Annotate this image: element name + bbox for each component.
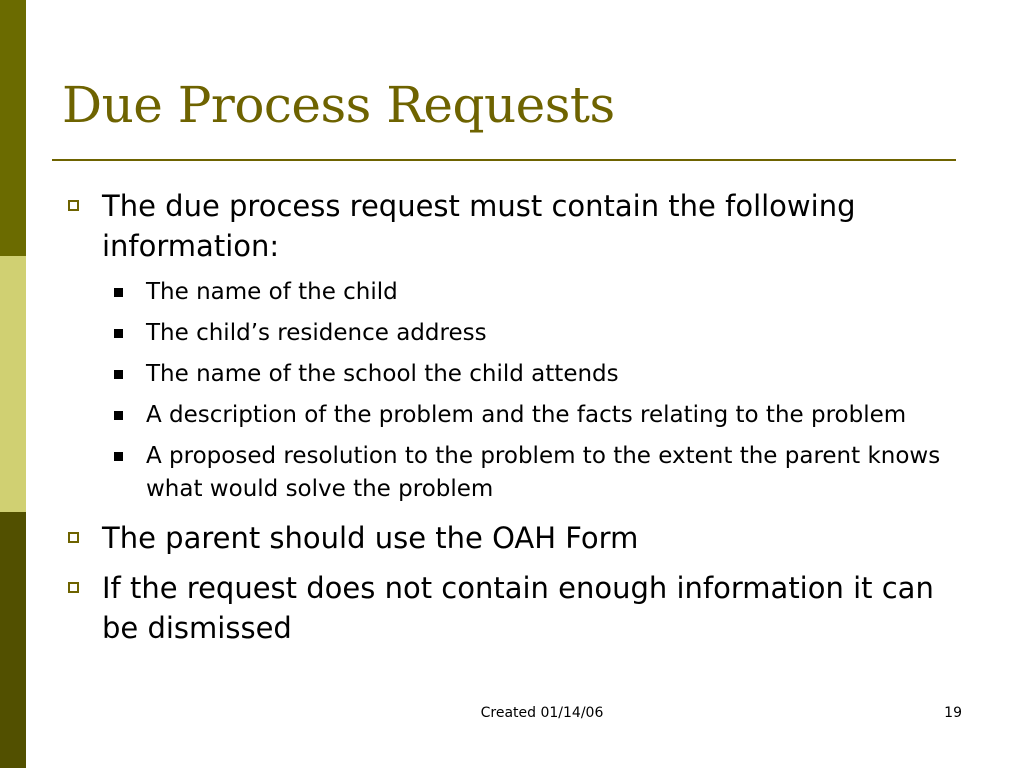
hollow-square-bullet-icon <box>68 582 79 593</box>
sub-bullet-item <box>62 317 972 350</box>
page-number: 19 <box>944 705 962 721</box>
sub-bullet-text: The name of the child <box>146 279 398 305</box>
footer <box>0 705 1024 721</box>
sub-bullet-text: The child’s residence address <box>146 320 487 346</box>
sidebar-band-middle <box>0 256 26 512</box>
bullet-item <box>62 568 972 648</box>
filled-square-bullet-icon <box>114 288 123 297</box>
sub-bullet-item <box>62 440 972 506</box>
filled-square-bullet-icon <box>114 370 123 379</box>
filled-square-bullet-icon <box>114 452 123 461</box>
filled-square-bullet-icon <box>114 411 123 420</box>
bullet-item <box>62 186 972 266</box>
bullet-item <box>62 518 972 558</box>
slide-title: Due Process Requests <box>62 76 615 134</box>
bullet-text: The due process request must contain the following information: <box>102 189 856 263</box>
bullet-text: If the request does not contain enough information it can be dismissed <box>102 571 934 645</box>
bullet-text: The parent should use the OAH Form <box>102 521 639 555</box>
sub-bullet-text: A description of the problem and the facts relating to the problem <box>146 402 907 428</box>
sub-bullet-list <box>62 276 972 506</box>
slide-content <box>62 186 972 658</box>
hollow-square-bullet-icon <box>68 200 79 211</box>
sub-bullet-item <box>62 399 972 432</box>
sub-bullet-text: The name of the school the child attends <box>146 361 619 387</box>
sub-bullet-item <box>62 276 972 309</box>
footer-created-date: Created 01/14/06 <box>480 705 604 721</box>
sub-bullet-item <box>62 358 972 391</box>
sub-bullet-text: A proposed resolution to the problem to the extent the parent knows what would solve the problem <box>146 443 941 502</box>
hollow-square-bullet-icon <box>68 532 79 543</box>
sidebar-stripe <box>0 0 26 768</box>
title-underline <box>52 159 956 161</box>
filled-square-bullet-icon <box>114 329 123 338</box>
sidebar-band-top <box>0 0 26 256</box>
sidebar-band-bottom <box>0 512 26 768</box>
